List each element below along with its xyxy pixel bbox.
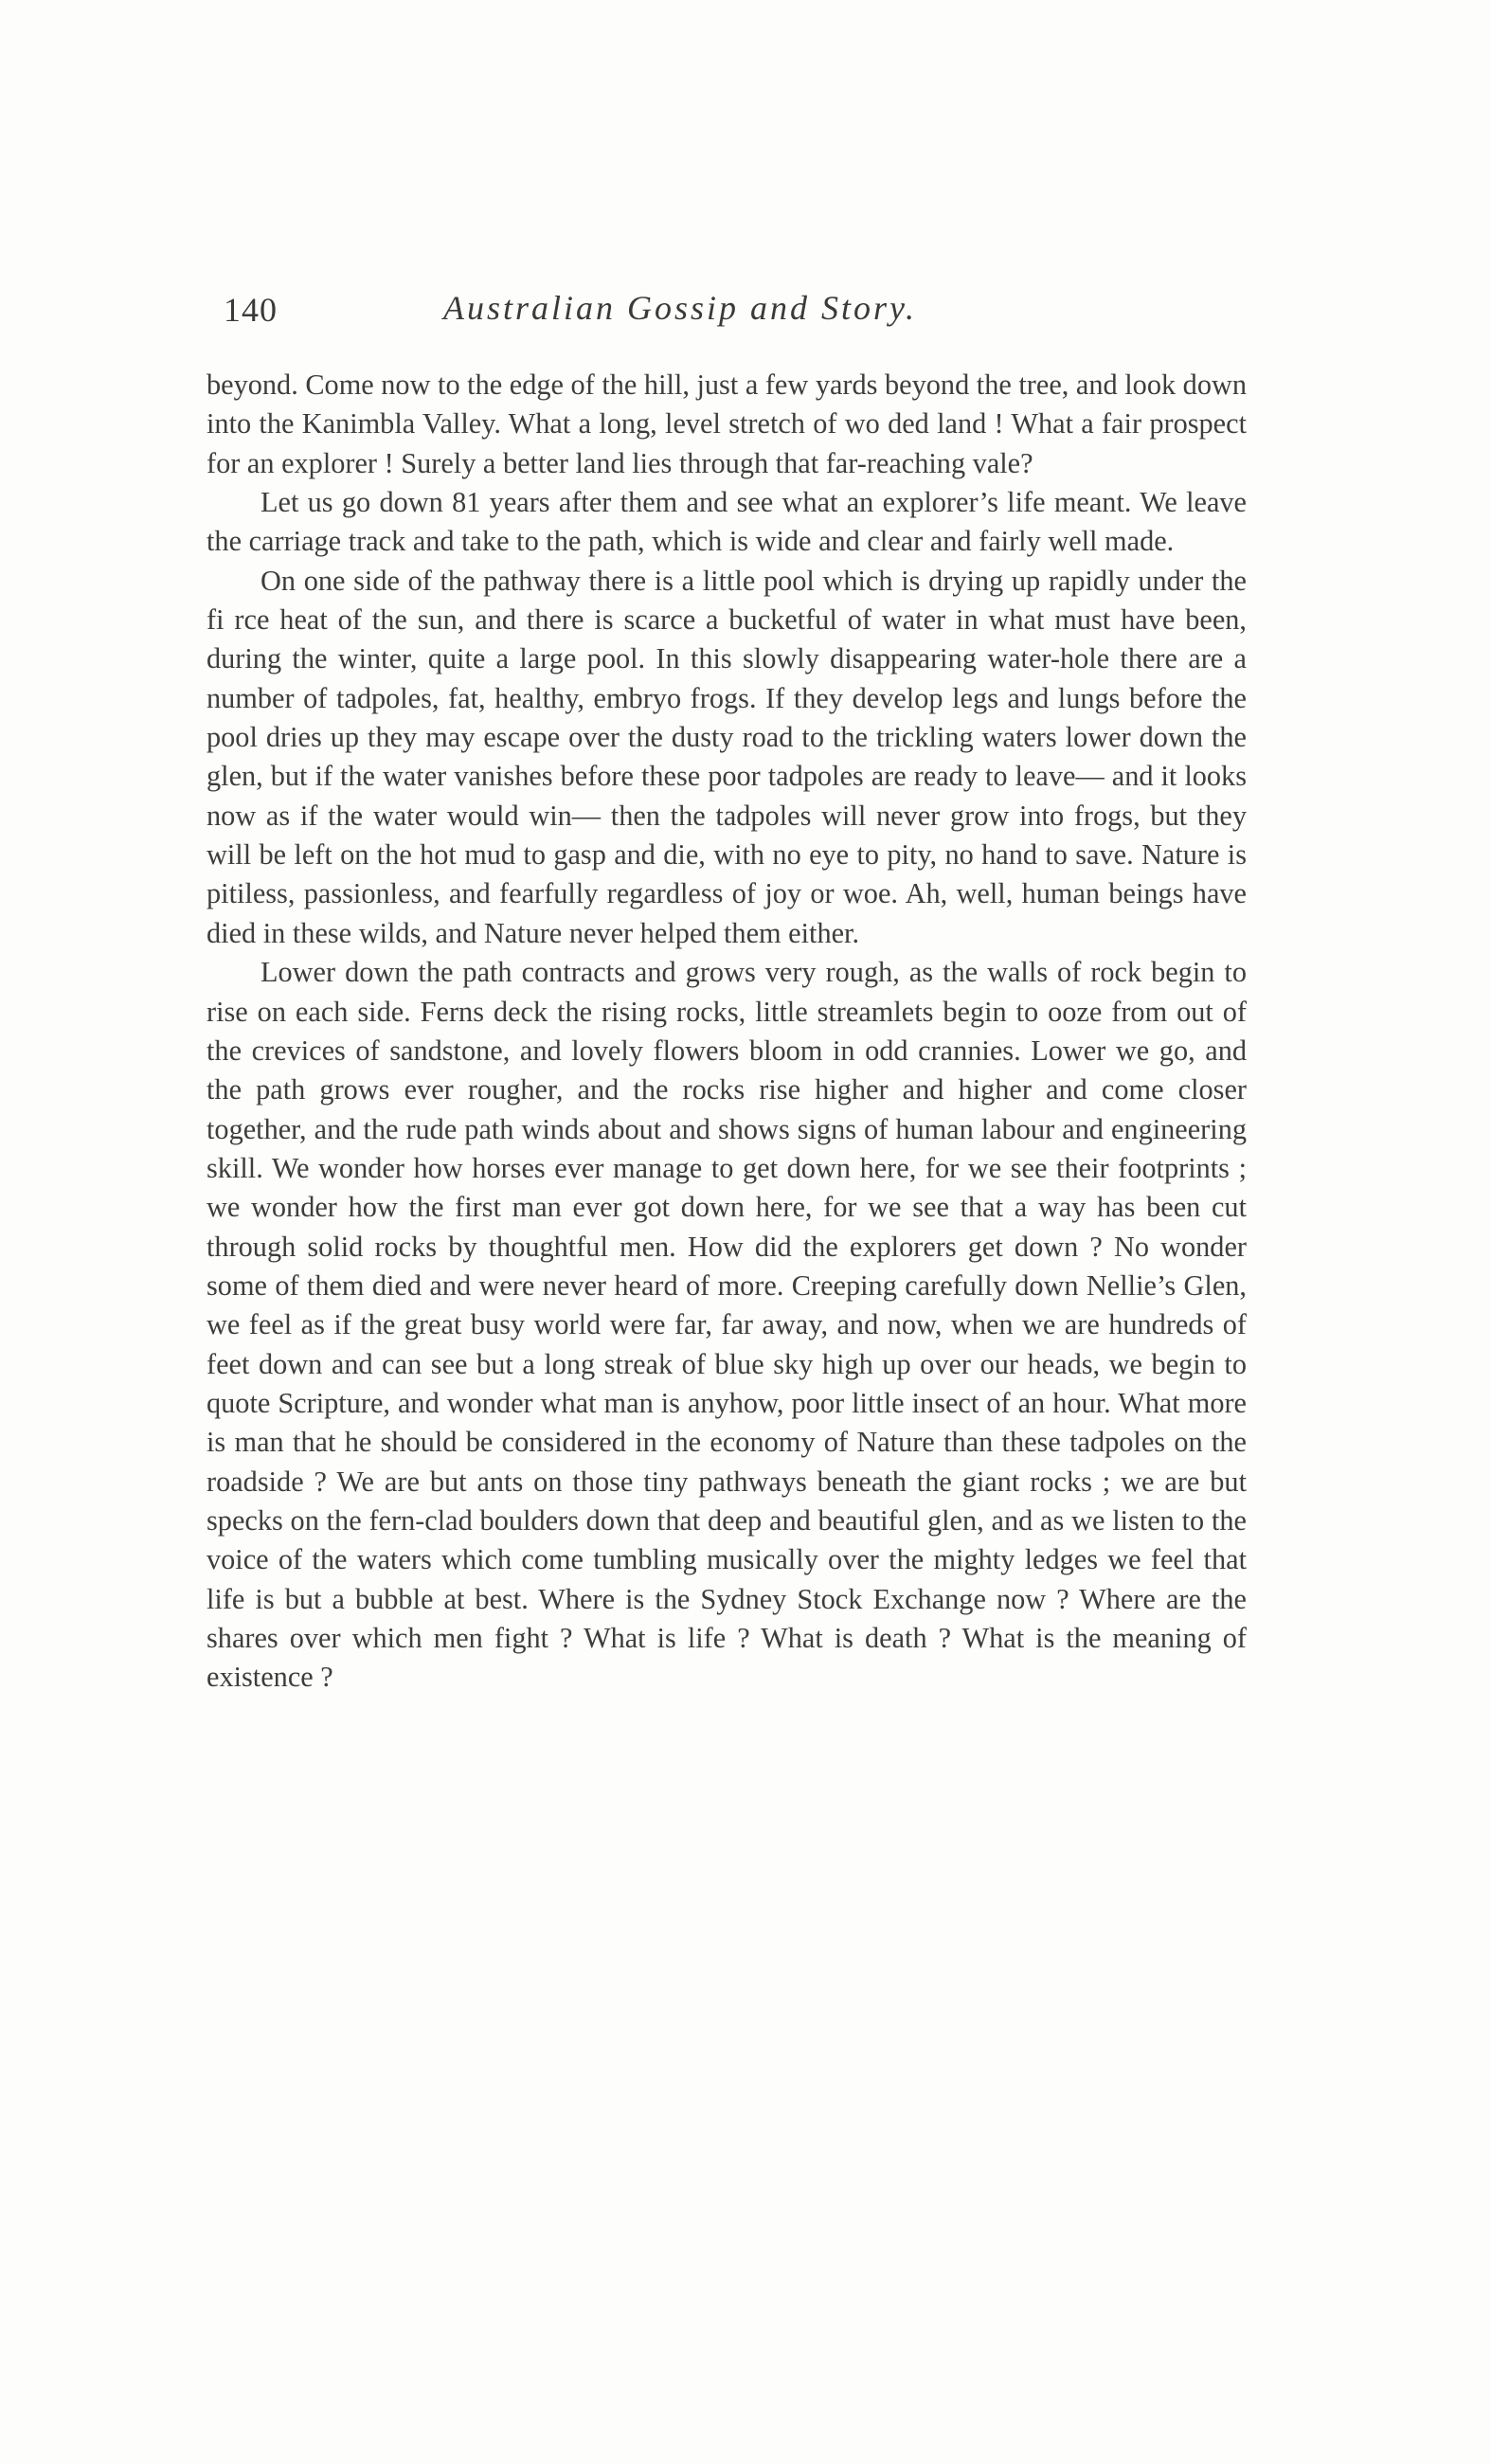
paragraph-1: beyond. Come now to the edge of the hill, just a few yards beyond the tree, and look down into the Kanimbla Valley. What a long, level stretch of wo ded land ! What a fair prospect for an explorer ! Surely a better land lies through that far-reaching vale? <box>207 369 1248 479</box>
running-head <box>224 284 1247 341</box>
paragraph-3: On one side of the pathway there is a little pool which is drying up rapidly under the fi rce heat of the sun, and there is scarce a bucketful of water in what must have been, during the winter, quite a large pool. In this slowly disappearing water-hole there are a number of tadpoles, fat, healthy, embryo frogs. If they develop legs and lungs before the pool dries up they may escape over the dusty road to the trickling waters lower down the glen, but if the water vanishes before these poor tadpoles are ready to leave— and it looks now as if the water would win— then the tadpoles will never grow into frogs, but they will be left on the hot mud to gasp and die, with no eye to pity, no hand to save. Nature is pitiless, passionless, and fearfully regardless of joy or woe. Ah, well, human beings have died in these wilds, and Nature never helped them either. <box>207 564 1247 949</box>
page-number: 140 <box>224 291 278 329</box>
paragraph-2: Let us go down 81 years after them and see what an explorer’s life meant. We leave the carriage track and take to the path, which is wide and clear and fairly well made. <box>207 486 1247 558</box>
book-title: Australian Gossip and Story. <box>443 289 918 327</box>
body-text <box>207 366 1247 1698</box>
paragraph-4: Lower down the path contracts and grows very rough, as the walls of rock begin to rise on each side. Ferns deck the rising rocks, little streamlets begin to ooze from out of the crevices of sandstone, and lovely flowers bloom in odd crannies. Lower we go, and the path grows ever rougher, and the rocks rise higher and higher and come closer together, and the rude path winds about and shows signs of human labour and engineering skill. We wonder how horses ever manage to get down here, for we see their footprints ; we wonder how the first man ever got down here, for we see that a way has been cut through solid rocks by thoughtful men. How did the explorers get down ? No wonder some of them died and were never heard of more. Creeping carefully down Nellie’s Glen, we feel as if the great busy world were far, far away, and now, when we are hundreds of feet down and can see but a long streak of blue sky high up over our heads, we begin to quote Scripture, and wonder what man is anyhow, poor little insect of an hour. What more is man that he should be considered in the economy of Nature than these tadpoles on the roadside ? We are but ants on those tiny pathways beneath the giant rocks ; we are but specks on the fern-clad boulders down that deep and beautiful glen, and as we listen to the voice of the waters which come tumbling musically over the mighty ledges we feel that life is but a bubble at best. Where is the Sydney Stock Exchange now ? Where are the shares over which men fight ? What is life ? What is death ? What is the meaning of existence ? <box>207 956 1247 1694</box>
